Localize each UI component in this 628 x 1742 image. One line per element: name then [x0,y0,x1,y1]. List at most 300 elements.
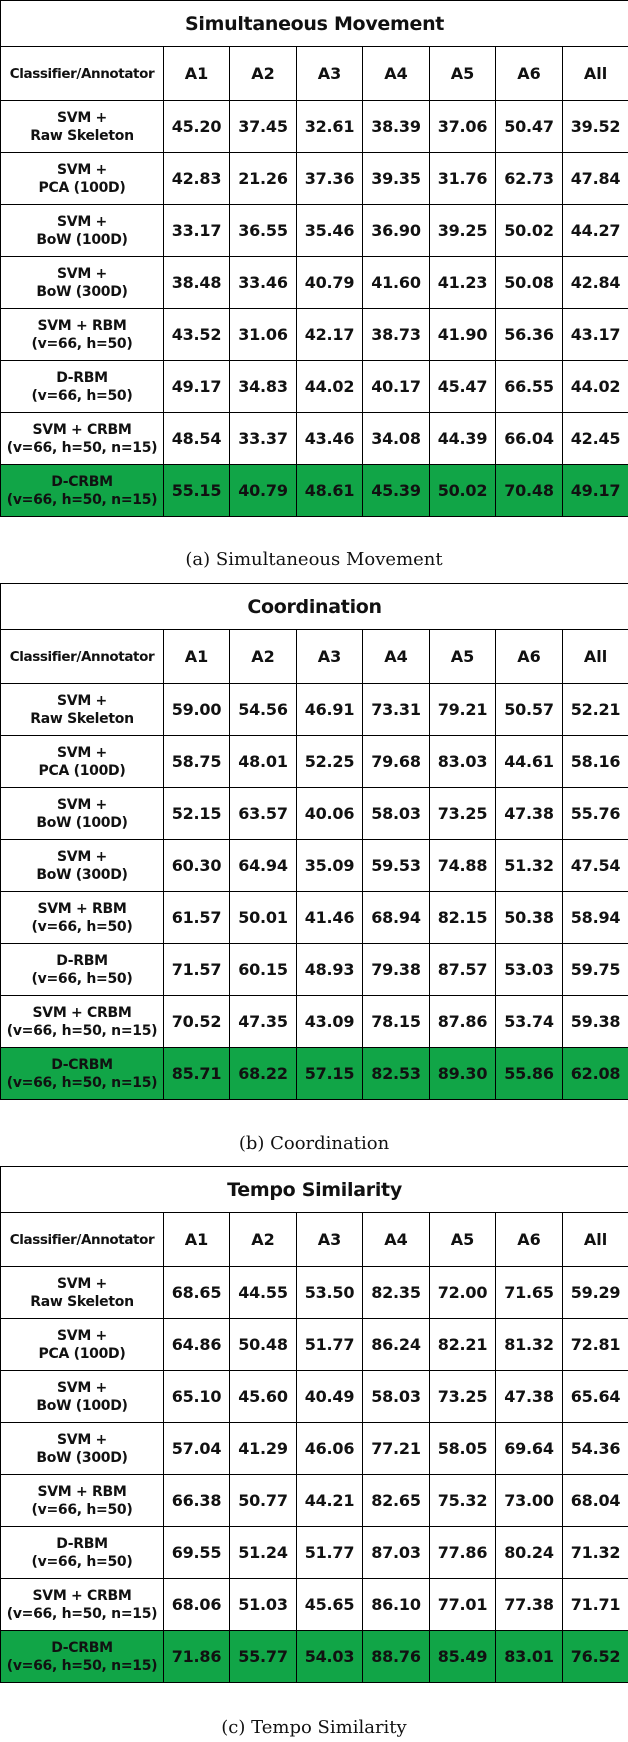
value-cell-a4: 34.08 [363,413,430,465]
value-cell-a4: 58.03 [363,1371,430,1423]
table-row [1,1319,628,1371]
table-row-best [1,1048,628,1100]
column-header-a3: A3 [297,47,363,101]
value-cell-all: 68.04 [563,1475,628,1527]
method-cell [1,1527,164,1579]
value-cell-all: 54.36 [563,1423,628,1475]
method-cell [1,1631,164,1683]
method-name: SVM + RBM [37,900,127,917]
value-cell-a2: 47.35 [230,996,297,1048]
value-cell-a6: 55.86 [496,1048,563,1100]
value-cell-a5: 44.39 [430,413,496,465]
column-header-a1: A1 [164,630,230,684]
value-cell-a1: 85.71 [164,1048,230,1100]
method-name: SVM + [57,265,107,282]
value-cell-a6: 47.38 [496,1371,563,1423]
value-cell-all: 44.27 [563,205,628,257]
table-row [1,257,628,309]
table-row [1,205,628,257]
value-cell-all: 44.02 [563,361,628,413]
table-row [1,1527,628,1579]
method-detail: Raw Skeleton [30,710,134,727]
value-cell-a5: 85.49 [430,1631,496,1683]
table-row [1,309,628,361]
value-cell-all: 58.16 [563,736,628,788]
column-header-all: All [563,1213,628,1267]
method-cell [1,1371,164,1423]
method-detail: BoW (300D) [36,283,128,300]
method-name: D-CRBM [51,1639,113,1656]
value-cell-a1: 68.65 [164,1267,230,1319]
method-detail: BoW (100D) [36,814,128,831]
value-cell-a6: 69.64 [496,1423,563,1475]
value-cell-a4: 82.53 [363,1048,430,1100]
method-cell [1,684,164,736]
method-detail: BoW (300D) [36,1449,128,1466]
column-header-a3: A3 [297,1213,363,1267]
column-header-a1: A1 [164,47,230,101]
table-caption: (c) Tempo Similarity [221,1717,407,1738]
method-cell [1,413,164,465]
value-cell-a3: 51.77 [297,1527,363,1579]
value-cell-a6: 66.04 [496,413,563,465]
table-row [1,996,628,1048]
value-cell-a4: 82.65 [363,1475,430,1527]
table-body [1,1267,628,1683]
method-name: SVM + [57,848,107,865]
value-cell-a6: 50.47 [496,101,563,153]
method-detail: BoW (300D) [36,866,128,883]
table-row [1,1475,628,1527]
column-header-a4: A4 [363,630,430,684]
table-row [1,736,628,788]
header-row [1,1213,628,1267]
value-cell-a5: 77.86 [430,1527,496,1579]
method-name: SVM + CRBM [32,421,132,438]
value-cell-a2: 50.01 [230,892,297,944]
method-detail: (v=66, h=50, n=15) [6,439,158,456]
method-cell [1,892,164,944]
column-header-a3: A3 [297,630,363,684]
column-header-a5: A5 [430,630,496,684]
value-cell-all: 58.94 [563,892,628,944]
table-row [1,892,628,944]
value-cell-a3: 51.77 [297,1319,363,1371]
value-cell-a2: 50.48 [230,1319,297,1371]
method-name: SVM + RBM [37,1483,127,1500]
value-cell-a4: 38.73 [363,309,430,361]
value-cell-a5: 82.15 [430,892,496,944]
method-detail: (v=66, h=50) [31,1553,133,1570]
value-cell-a6: 81.32 [496,1319,563,1371]
value-cell-a5: 37.06 [430,101,496,153]
value-cell-a1: 33.17 [164,205,230,257]
value-cell-a2: 44.55 [230,1267,297,1319]
value-cell-a5: 77.01 [430,1579,496,1631]
value-cell-a2: 55.77 [230,1631,297,1683]
method-cell [1,1267,164,1319]
value-cell-a6: 62.73 [496,153,563,205]
value-cell-a6: 73.00 [496,1475,563,1527]
column-header-a6: A6 [496,630,563,684]
table-row [1,413,628,465]
method-detail: PCA (100D) [38,762,126,779]
value-cell-a3: 37.36 [297,153,363,205]
method-detail: BoW (100D) [36,231,128,248]
value-cell-all: 42.45 [563,413,628,465]
column-header-classifier: Classifier/Annotator [1,1213,164,1267]
value-cell-a5: 73.25 [430,788,496,840]
value-cell-a4: 58.03 [363,788,430,840]
column-header-classifier: Classifier/Annotator [1,47,164,101]
value-cell-a2: 37.45 [230,101,297,153]
column-header-a6: A6 [496,1213,563,1267]
method-detail: BoW (100D) [36,1397,128,1414]
value-cell-a2: 63.57 [230,788,297,840]
method-detail: (v=66, h=50) [31,918,133,935]
value-cell-all: 65.64 [563,1371,628,1423]
value-cell-a6: 50.08 [496,257,563,309]
table-tempo-similarity [0,1166,628,1683]
value-cell-a3: 54.03 [297,1631,363,1683]
method-cell [1,736,164,788]
value-cell-a5: 75.32 [430,1475,496,1527]
value-cell-a5: 89.30 [430,1048,496,1100]
method-cell [1,944,164,996]
method-cell [1,257,164,309]
value-cell-a3: 35.46 [297,205,363,257]
value-cell-all: 72.81 [563,1319,628,1371]
table-title: Coordination [1,584,628,630]
table-body [1,684,628,1100]
value-cell-a3: 43.09 [297,996,363,1048]
value-cell-a1: 58.75 [164,736,230,788]
value-cell-a2: 51.24 [230,1527,297,1579]
value-cell-all: 52.21 [563,684,628,736]
value-cell-a1: 52.15 [164,788,230,840]
value-cell-a1: 68.06 [164,1579,230,1631]
value-cell-a3: 53.50 [297,1267,363,1319]
value-cell-a6: 71.65 [496,1267,563,1319]
method-cell [1,788,164,840]
table-row-best [1,465,628,517]
method-name: SVM + [57,1431,107,1448]
value-cell-a1: 71.86 [164,1631,230,1683]
value-cell-a5: 58.05 [430,1423,496,1475]
value-cell-a3: 45.65 [297,1579,363,1631]
method-detail: (v=66, h=50, n=15) [6,491,158,508]
value-cell-a4: 79.68 [363,736,430,788]
method-name: SVM + [57,1379,107,1396]
value-cell-a1: 69.55 [164,1527,230,1579]
method-name: SVM + CRBM [32,1587,132,1604]
value-cell-all: 42.84 [563,257,628,309]
value-cell-all: 71.71 [563,1579,628,1631]
method-cell [1,205,164,257]
table-caption: (b) Coordination [238,1133,390,1154]
results-table [0,583,628,1100]
method-cell [1,361,164,413]
column-header-all: All [563,630,628,684]
method-detail: (v=66, h=50, n=15) [6,1605,158,1622]
method-name: D-CRBM [51,473,113,490]
value-cell-a3: 41.46 [297,892,363,944]
value-cell-a6: 51.32 [496,840,563,892]
value-cell-a2: 51.03 [230,1579,297,1631]
value-cell-a2: 34.83 [230,361,297,413]
method-cell [1,1423,164,1475]
value-cell-a5: 83.03 [430,736,496,788]
table-row [1,1423,628,1475]
table-coordination [0,583,628,1100]
value-cell-a2: 68.22 [230,1048,297,1100]
value-cell-a3: 43.46 [297,413,363,465]
table-body [1,101,628,517]
column-header-a2: A2 [230,1213,297,1267]
value-cell-a5: 87.57 [430,944,496,996]
value-cell-a2: 41.29 [230,1423,297,1475]
value-cell-a4: 86.10 [363,1579,430,1631]
method-name: SVM + [57,109,107,126]
value-cell-a3: 46.06 [297,1423,363,1475]
method-detail: PCA (100D) [38,1345,126,1362]
value-cell-all: 55.76 [563,788,628,840]
column-header-a4: A4 [363,47,430,101]
value-cell-a1: 60.30 [164,840,230,892]
method-cell [1,465,164,517]
value-cell-a6: 77.38 [496,1579,563,1631]
value-cell-a4: 59.53 [363,840,430,892]
value-cell-a6: 70.48 [496,465,563,517]
value-cell-a3: 32.61 [297,101,363,153]
value-cell-a6: 50.57 [496,684,563,736]
column-header-a4: A4 [363,1213,430,1267]
value-cell-a3: 57.15 [297,1048,363,1100]
method-cell [1,1319,164,1371]
method-name: D-RBM [56,952,108,969]
value-cell-a2: 54.56 [230,684,297,736]
value-cell-a6: 53.74 [496,996,563,1048]
value-cell-a1: 48.54 [164,413,230,465]
value-cell-all: 39.52 [563,101,628,153]
method-name: SVM + CRBM [32,1004,132,1021]
value-cell-a1: 45.20 [164,101,230,153]
value-cell-a1: 65.10 [164,1371,230,1423]
value-cell-all: 59.29 [563,1267,628,1319]
method-name: D-CRBM [51,1056,113,1073]
value-cell-a5: 87.86 [430,996,496,1048]
method-cell [1,1579,164,1631]
method-detail: Raw Skeleton [30,1293,134,1310]
value-cell-a5: 79.21 [430,684,496,736]
table-row [1,944,628,996]
value-cell-a1: 43.52 [164,309,230,361]
value-cell-a1: 64.86 [164,1319,230,1371]
value-cell-all: 47.84 [563,153,628,205]
value-cell-a4: 39.35 [363,153,430,205]
value-cell-a1: 70.52 [164,996,230,1048]
value-cell-a3: 40.79 [297,257,363,309]
value-cell-a6: 66.55 [496,361,563,413]
value-cell-a1: 59.00 [164,684,230,736]
value-cell-a2: 60.15 [230,944,297,996]
value-cell-a1: 71.57 [164,944,230,996]
value-cell-a3: 40.49 [297,1371,363,1423]
results-table [0,1166,628,1683]
column-header-a2: A2 [230,47,297,101]
value-cell-a3: 52.25 [297,736,363,788]
value-cell-a5: 41.23 [430,257,496,309]
method-cell [1,309,164,361]
value-cell-a2: 33.37 [230,413,297,465]
method-name: SVM + [57,744,107,761]
method-detail: (v=66, h=50, n=15) [6,1022,158,1039]
value-cell-a6: 56.36 [496,309,563,361]
value-cell-a5: 73.25 [430,1371,496,1423]
method-cell [1,153,164,205]
column-header-classifier: Classifier/Annotator [1,630,164,684]
column-header-all: All [563,47,628,101]
value-cell-a4: 77.21 [363,1423,430,1475]
value-cell-all: 59.38 [563,996,628,1048]
table-row-best [1,1631,628,1683]
value-cell-a3: 48.93 [297,944,363,996]
value-cell-a3: 44.21 [297,1475,363,1527]
value-cell-a4: 79.38 [363,944,430,996]
value-cell-a2: 64.94 [230,840,297,892]
table-row [1,788,628,840]
value-cell-a6: 47.38 [496,788,563,840]
method-detail: PCA (100D) [38,179,126,196]
method-cell [1,101,164,153]
table-row [1,361,628,413]
value-cell-a1: 42.83 [164,153,230,205]
value-cell-a1: 66.38 [164,1475,230,1527]
value-cell-a2: 45.60 [230,1371,297,1423]
table-title: Tempo Similarity [1,1167,628,1213]
method-cell [1,1048,164,1100]
value-cell-all: 49.17 [563,465,628,517]
value-cell-a3: 48.61 [297,465,363,517]
value-cell-a5: 41.90 [430,309,496,361]
column-header-a2: A2 [230,630,297,684]
method-name: SVM + [57,1327,107,1344]
method-name: D-RBM [56,369,108,386]
column-header-a6: A6 [496,47,563,101]
column-header-a5: A5 [430,47,496,101]
value-cell-a4: 41.60 [363,257,430,309]
value-cell-a3: 44.02 [297,361,363,413]
method-name: SVM + [57,692,107,709]
value-cell-a6: 50.38 [496,892,563,944]
value-cell-a2: 40.79 [230,465,297,517]
value-cell-a5: 82.21 [430,1319,496,1371]
value-cell-a6: 50.02 [496,205,563,257]
method-detail: (v=66, h=50) [31,387,133,404]
value-cell-a5: 31.76 [430,153,496,205]
value-cell-a4: 87.03 [363,1527,430,1579]
value-cell-a4: 38.39 [363,101,430,153]
value-cell-a2: 31.06 [230,309,297,361]
value-cell-a2: 33.46 [230,257,297,309]
value-cell-a5: 45.47 [430,361,496,413]
table-row [1,840,628,892]
method-name: SVM + [57,1275,107,1292]
value-cell-a3: 40.06 [297,788,363,840]
method-name: SVM + RBM [37,317,127,334]
value-cell-all: 76.52 [563,1631,628,1683]
value-cell-a1: 55.15 [164,465,230,517]
value-cell-a5: 50.02 [430,465,496,517]
value-cell-a6: 44.61 [496,736,563,788]
value-cell-a4: 40.17 [363,361,430,413]
value-cell-all: 71.32 [563,1527,628,1579]
method-cell [1,840,164,892]
value-cell-a4: 68.94 [363,892,430,944]
method-detail: (v=66, h=50, n=15) [6,1657,158,1674]
value-cell-all: 47.54 [563,840,628,892]
value-cell-a2: 50.77 [230,1475,297,1527]
value-cell-a2: 21.26 [230,153,297,205]
table-row [1,153,628,205]
value-cell-a5: 72.00 [430,1267,496,1319]
value-cell-a6: 83.01 [496,1631,563,1683]
value-cell-a1: 38.48 [164,257,230,309]
method-name: SVM + [57,161,107,178]
method-name: SVM + [57,213,107,230]
value-cell-a4: 78.15 [363,996,430,1048]
value-cell-a1: 57.04 [164,1423,230,1475]
table-row [1,684,628,736]
method-detail: (v=66, h=50, n=15) [6,1074,158,1091]
value-cell-a2: 36.55 [230,205,297,257]
method-cell [1,1475,164,1527]
value-cell-all: 59.75 [563,944,628,996]
value-cell-a4: 88.76 [363,1631,430,1683]
header-row [1,630,628,684]
header-row [1,47,628,101]
table-caption: (a) Simultaneous Movement [185,549,443,570]
method-name: SVM + [57,796,107,813]
method-detail: (v=66, h=50) [31,335,133,352]
value-cell-all: 62.08 [563,1048,628,1100]
table-row [1,1579,628,1631]
value-cell-a2: 48.01 [230,736,297,788]
value-cell-a4: 73.31 [363,684,430,736]
value-cell-a3: 35.09 [297,840,363,892]
column-header-a1: A1 [164,1213,230,1267]
table-simultaneous-movement [0,0,628,517]
table-title: Simultaneous Movement [1,1,628,47]
table-row [1,1371,628,1423]
value-cell-a6: 53.03 [496,944,563,996]
method-name: D-RBM [56,1535,108,1552]
table-row [1,101,628,153]
method-detail: Raw Skeleton [30,127,134,144]
value-cell-a4: 86.24 [363,1319,430,1371]
table-row [1,1267,628,1319]
value-cell-a4: 45.39 [363,465,430,517]
value-cell-a5: 39.25 [430,205,496,257]
results-table [0,0,628,517]
method-detail: (v=66, h=50) [31,1501,133,1518]
value-cell-a6: 80.24 [496,1527,563,1579]
value-cell-a4: 82.35 [363,1267,430,1319]
value-cell-a4: 36.90 [363,205,430,257]
value-cell-a3: 46.91 [297,684,363,736]
method-cell [1,996,164,1048]
value-cell-a1: 61.57 [164,892,230,944]
